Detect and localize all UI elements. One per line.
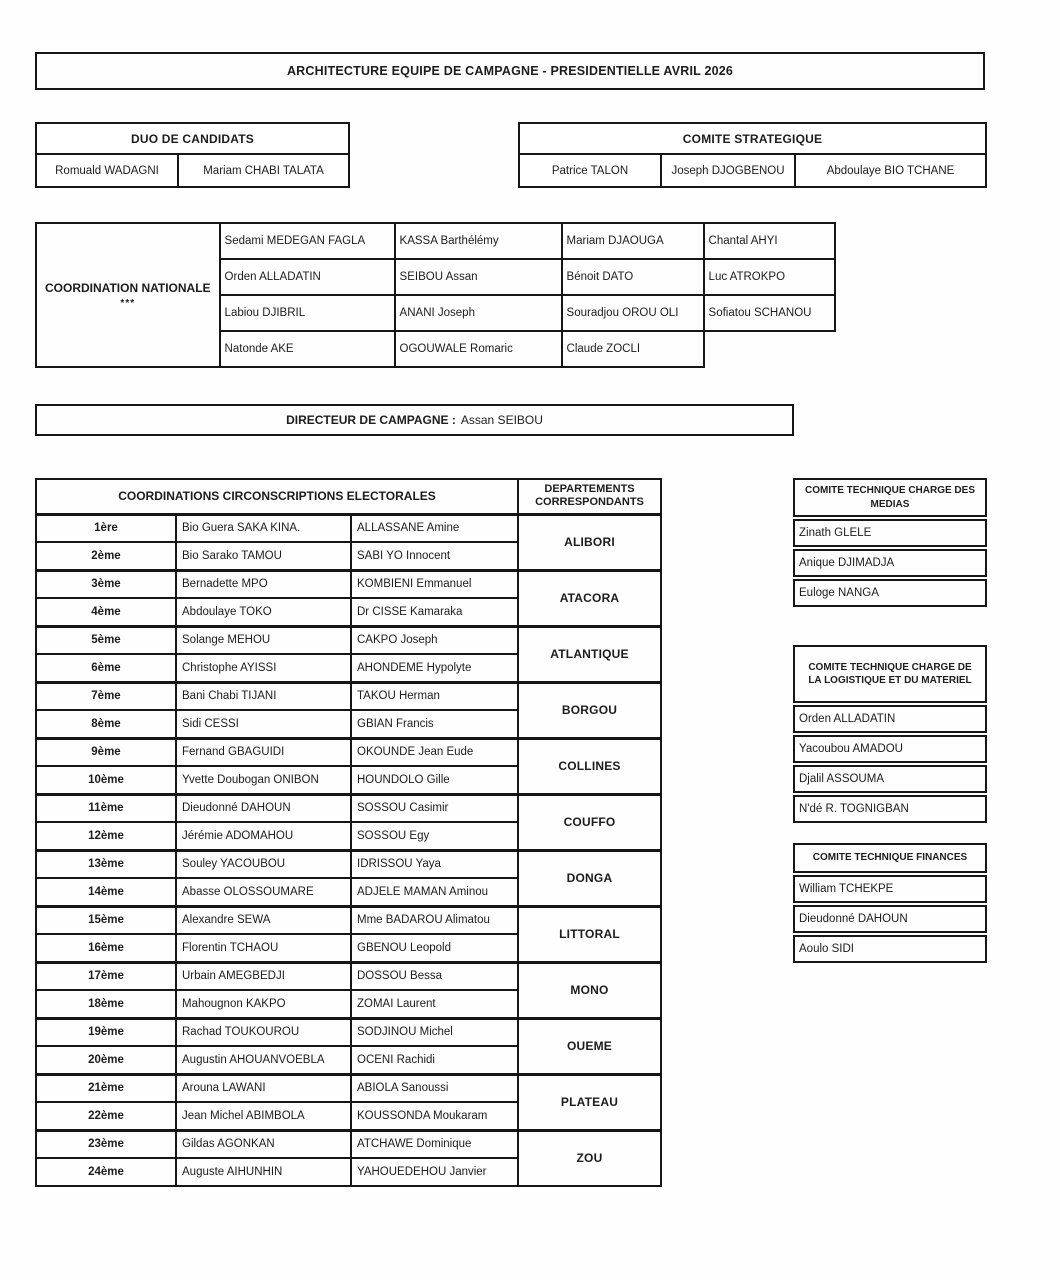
department-cell: OUEME	[518, 1018, 661, 1074]
table-header-row	[36, 479, 661, 514]
coordinator-name: Bio Sarako TAMOU	[176, 542, 351, 570]
circonscription-number: 14ème	[36, 878, 176, 906]
circonscription-number: 22ème	[36, 1102, 176, 1130]
department-cell: ATLANTIQUE	[518, 626, 661, 682]
committee-member: Djalil ASSOUMA	[793, 765, 987, 793]
coordinator-name: OCENI Rachidi	[351, 1046, 518, 1074]
coordination-member: Mariam DJAOUGA	[562, 223, 704, 259]
coordinator-name: SOSSOU Egy	[351, 822, 518, 850]
national-coordination-note: ***	[120, 297, 136, 309]
coordinator-name: Abdoulaye TOKO	[176, 598, 351, 626]
technical-committee-finances	[793, 843, 987, 963]
department-cell: PLATEAU	[518, 1074, 661, 1130]
circonscription-number: 13ème	[36, 850, 176, 878]
coordinator-name: TAKOU Herman	[351, 682, 518, 710]
circonscription-number: 7ème	[36, 682, 176, 710]
coordinator-name: Jean Michel ABIMBOLA	[176, 1102, 351, 1130]
coordinator-name: Christophe AYISSI	[176, 654, 351, 682]
department-cell: COUFFO	[518, 794, 661, 850]
coordinator-name: Bani Chabi TIJANI	[176, 682, 351, 710]
table-row	[36, 1018, 661, 1046]
coordinator-name: Jérémie ADOMAHOU	[176, 822, 351, 850]
circonscription-number: 15ème	[36, 906, 176, 934]
committee-member: Orden ALLADATIN	[793, 705, 987, 733]
campaign-director-bar	[35, 404, 794, 436]
document-title: ARCHITECTURE EQUIPE DE CAMPAGNE - PRESIDENTIELLE AVRIL 2026	[35, 52, 985, 90]
circonscription-number: 2ème	[36, 542, 176, 570]
candidate-name: Romuald WADAGNI	[37, 155, 179, 186]
coordinator-name: Mahougnon KAKPO	[176, 990, 351, 1018]
coordinator-name: Sidi CESSI	[176, 710, 351, 738]
coordinator-name: SODJINOU Michel	[351, 1018, 518, 1046]
coordinator-name: HOUNDOLO Gille	[351, 766, 518, 794]
member-name: Patrice TALON	[520, 155, 662, 186]
circonscription-number: 11ème	[36, 794, 176, 822]
committee-member: N'dé R. TOGNIGBAN	[793, 795, 987, 823]
technical-committee-logistics	[793, 645, 987, 823]
coordinator-name: SOSSOU Casimir	[351, 794, 518, 822]
committee-member: Yacoubou AMADOU	[793, 735, 987, 763]
director-label: DIRECTEUR DE CAMPAGNE :	[286, 413, 456, 427]
strategic-committee-row	[520, 155, 985, 186]
table-row	[36, 223, 835, 259]
member-name: Abdoulaye BIO TCHANE	[826, 164, 955, 177]
strategic-committee-box	[518, 122, 987, 188]
coordinator-name: Yvette Doubogan ONIBON	[176, 766, 351, 794]
coordinator-name: Souley YACOUBOU	[176, 850, 351, 878]
coordinator-name: Solange MEHOU	[176, 626, 351, 654]
coordinator-name: YAHOUEDEHOU Janvier	[351, 1158, 518, 1186]
duo-candidates-header: DUO DE CANDIDATS	[37, 124, 348, 155]
coordination-member: Sofiatou SCHANOU	[704, 295, 835, 331]
coordination-member: Natonde AKE	[220, 331, 395, 367]
coordinator-name: Rachad TOUKOUROU	[176, 1018, 351, 1046]
circonscription-number: 10ème	[36, 766, 176, 794]
coordination-member: Souradjou OROU OLI	[562, 295, 704, 331]
national-coordination-label-cell	[36, 223, 220, 367]
coordinator-name: KOUSSONDA Moukaram	[351, 1102, 518, 1130]
national-coordination-table	[35, 222, 836, 368]
table-row	[36, 738, 661, 766]
committee-member: Aoulo SIDI	[793, 935, 987, 963]
coordinator-name: ALLASSANE Amine	[351, 514, 518, 542]
table-row	[36, 794, 661, 822]
coordinator-name: Abasse OLOSSOUMARE	[176, 878, 351, 906]
empty-cell	[704, 331, 835, 367]
department-cell: COLLINES	[518, 738, 661, 794]
coordinator-name: ADJELE MAMAN Aminou	[351, 878, 518, 906]
circonscription-number: 23ème	[36, 1130, 176, 1158]
coordinator-name: Fernand GBAGUIDI	[176, 738, 351, 766]
committee-member: Dieudonné DAHOUN	[793, 905, 987, 933]
coordination-member: ANANI Joseph	[395, 295, 562, 331]
coordinator-name: SABI YO Innocent	[351, 542, 518, 570]
coordinator-name: Gildas AGONKAN	[176, 1130, 351, 1158]
coordinator-name: Bio Guera SAKA KINA.	[176, 514, 351, 542]
circonscription-number: 17ème	[36, 962, 176, 990]
coordinator-name: KOMBIENI Emmanuel	[351, 570, 518, 598]
coordinator-name: Urbain AMEGBEDJI	[176, 962, 351, 990]
coordinator-name: Mme BADAROU Alimatou	[351, 906, 518, 934]
coordinator-name: Florentin TCHAOU	[176, 934, 351, 962]
coordinator-name: GBIAN Francis	[351, 710, 518, 738]
department-cell: BORGOU	[518, 682, 661, 738]
circonscription-number: 20ème	[36, 1046, 176, 1074]
table-row	[36, 850, 661, 878]
committee-header: COMITE TECHNIQUE FINANCES	[793, 843, 987, 873]
technical-committee-medias	[793, 478, 987, 607]
committee-member: Euloge NANGA	[793, 579, 987, 607]
circonscription-number: 1ère	[36, 514, 176, 542]
department-cell: ALIBORI	[518, 514, 661, 570]
coordinator-name: Dieudonné DAHOUN	[176, 794, 351, 822]
circonscription-number: 3ème	[36, 570, 176, 598]
coordination-member: Labiou DJIBRIL	[220, 295, 395, 331]
committee-member: William TCHEKPE	[793, 875, 987, 903]
electoral-header: COORDINATIONS CIRCONSCRIPTIONS ELECTORALES	[36, 479, 518, 514]
candidate-name: Mariam CHABI TALATA	[203, 164, 324, 177]
coordination-member: Luc ATROKPO	[704, 259, 835, 295]
member-name: Joseph DJOGBENOU	[662, 155, 796, 186]
electoral-coordinations-table	[35, 478, 662, 1187]
coordination-member: Chantal AHYI	[704, 223, 835, 259]
circonscription-number: 19ème	[36, 1018, 176, 1046]
coordinator-name: DOSSOU Bessa	[351, 962, 518, 990]
strategic-committee-header: COMITE STRATEGIQUE	[520, 124, 985, 155]
committee-member: Zinath GLELE	[793, 519, 987, 547]
circonscription-number: 9ème	[36, 738, 176, 766]
circonscription-number: 6ème	[36, 654, 176, 682]
table-row	[36, 906, 661, 934]
duo-candidates-row	[37, 155, 348, 186]
table-row	[36, 1130, 661, 1158]
circonscription-number: 21ème	[36, 1074, 176, 1102]
committee-header: COMITE TECHNIQUE CHARGE DES MEDIAS	[793, 478, 987, 517]
coordinator-name: ABIOLA Sanoussi	[351, 1074, 518, 1102]
coordinator-name: Augustin AHOUANVOEBLA	[176, 1046, 351, 1074]
department-cell: DONGA	[518, 850, 661, 906]
coordinator-name: IDRISSOU Yaya	[351, 850, 518, 878]
departments-header: DEPARTEMENTS CORRESPONDANTS	[518, 479, 661, 514]
coordinator-name: AHONDEME Hypolyte	[351, 654, 518, 682]
circonscription-number: 24ème	[36, 1158, 176, 1186]
duo-candidates-box	[35, 122, 350, 188]
coordination-member: KASSA Barthélémy	[395, 223, 562, 259]
coordinator-name: Alexandre SEWA	[176, 906, 351, 934]
coordination-member: SEIBOU Assan	[395, 259, 562, 295]
department-cell: ZOU	[518, 1130, 661, 1186]
table-row	[36, 682, 661, 710]
committee-member: Anique DJIMADJA	[793, 549, 987, 577]
committee-header: COMITE TECHNIQUE CHARGE DE LA LOGISTIQUE ET DU MATERIEL	[793, 645, 987, 703]
table-row	[36, 570, 661, 598]
department-cell: MONO	[518, 962, 661, 1018]
circonscription-number: 12ème	[36, 822, 176, 850]
coordinator-name: ATCHAWE Dominique	[351, 1130, 518, 1158]
coordination-member: Sedami MEDEGAN FAGLA	[220, 223, 395, 259]
national-coordination-label: COORDINATION NATIONALE	[45, 281, 211, 296]
coordination-member: Bénoit DATO	[562, 259, 704, 295]
table-row	[36, 626, 661, 654]
circonscription-number: 4ème	[36, 598, 176, 626]
coordination-member: OGOUWALE Romaric	[395, 331, 562, 367]
coordinator-name: ZOMAI Laurent	[351, 990, 518, 1018]
table-row	[36, 962, 661, 990]
coordinator-name: Arouna LAWANI	[176, 1074, 351, 1102]
coordinator-name: GBENOU Leopold	[351, 934, 518, 962]
table-row	[36, 1074, 661, 1102]
coordination-member: Claude ZOCLI	[562, 331, 704, 367]
circonscription-number: 8ème	[36, 710, 176, 738]
director-name: Assan SEIBOU	[460, 413, 543, 427]
coordination-member: Orden ALLADATIN	[220, 259, 395, 295]
table-row	[36, 514, 661, 542]
coordinator-name: CAKPO Joseph	[351, 626, 518, 654]
department-cell: LITTORAL	[518, 906, 661, 962]
coordinator-name: OKOUNDE Jean Eude	[351, 738, 518, 766]
coordinator-name: Bernadette MPO	[176, 570, 351, 598]
coordinator-name: Auguste AIHUNHIN	[176, 1158, 351, 1186]
coordinator-name: Dr CISSE Kamaraka	[351, 598, 518, 626]
circonscription-number: 18ème	[36, 990, 176, 1018]
department-cell: ATACORA	[518, 570, 661, 626]
circonscription-number: 5ème	[36, 626, 176, 654]
circonscription-number: 16ème	[36, 934, 176, 962]
